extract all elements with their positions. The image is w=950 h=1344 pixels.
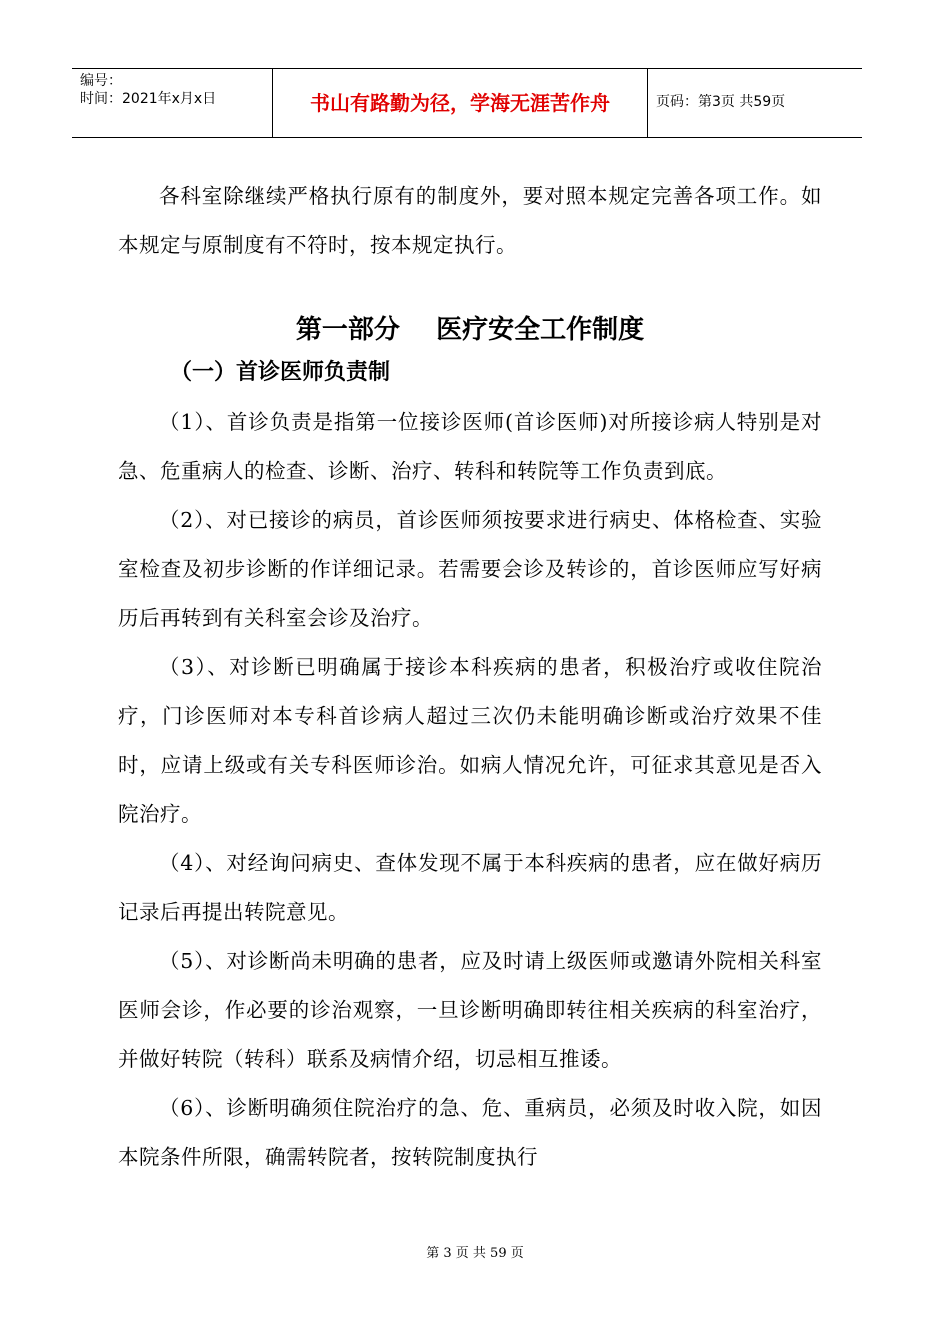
rule-item-1: （1）、首诊负责是指第一位接诊医师(首诊医师)对所接诊病人特别是对急、危重病人的检查、诊断、治疗、转科和转院等工作负责到底。 [118, 410, 822, 483]
page-header [72, 68, 862, 138]
time-label: 时间：2021年x月x日 [80, 91, 217, 107]
rule-item-2: （2）、对已接诊的病员，首诊医师须按要求进行病史、体格检查、实验室检查及初步诊断的作详细记录。若需要会诊及转诊的，首诊医师应写好病历后再转到有关科室会诊及治疗。 [118, 508, 822, 630]
section-title: （一）首诊医师负责制 [170, 360, 391, 385]
header-motto-cell [273, 69, 648, 137]
rule-item-6: （6）、诊断明确须住院治疗的急、危、重病员，必须及时收入院，如因本院条件所限，确需转院者，按转院制度执行 [118, 1096, 822, 1169]
document-body [118, 172, 822, 1182]
rule-item-5: （5）、对诊断尚未明确的患者，应及时请上级医师或邀请外院相关科室医师会诊，作必要的诊治观察，一旦诊断明确即转往相关疾病的科室治疗，并做好转院（转科）联系及病情介绍，切忌相互推诿。 [118, 949, 822, 1071]
part-title: 第一部分 医疗安全工作制度 [295, 315, 645, 345]
rule-item-4: （4）、对经询问病史、查体发现不属于本科疾病的患者，应在做好病历记录后再提出转院意见。 [118, 851, 822, 924]
intro-paragraph: 各科室除继续严格执行原有的制度外，要对照本规定完善各项工作。如本规定与原制度有不符时，按本规定执行。 [118, 184, 822, 257]
page-footer: 第 3 页 共 59 页 [426, 1246, 524, 1261]
spacer [118, 270, 822, 308]
serial-number-label: 编号： [80, 73, 122, 89]
rule-item-3: （3）、对诊断已明确属于接诊本科疾病的患者，积极治疗或收住院治疗，门诊医师对本专科首诊病人超过三次仍未能明确诊断或治疗效果不佳时，应请上级或有关专科医师诊治。如病人情况允许，可征求其意见是否入院治疗。 [118, 655, 822, 826]
header-page-cell [648, 69, 862, 137]
header-meta-cell [72, 69, 273, 137]
header-motto: 书山有路勤为径，学海无涯苦作舟 [310, 91, 610, 115]
header-page-code: 页码：第3页 共59页 [656, 94, 786, 110]
